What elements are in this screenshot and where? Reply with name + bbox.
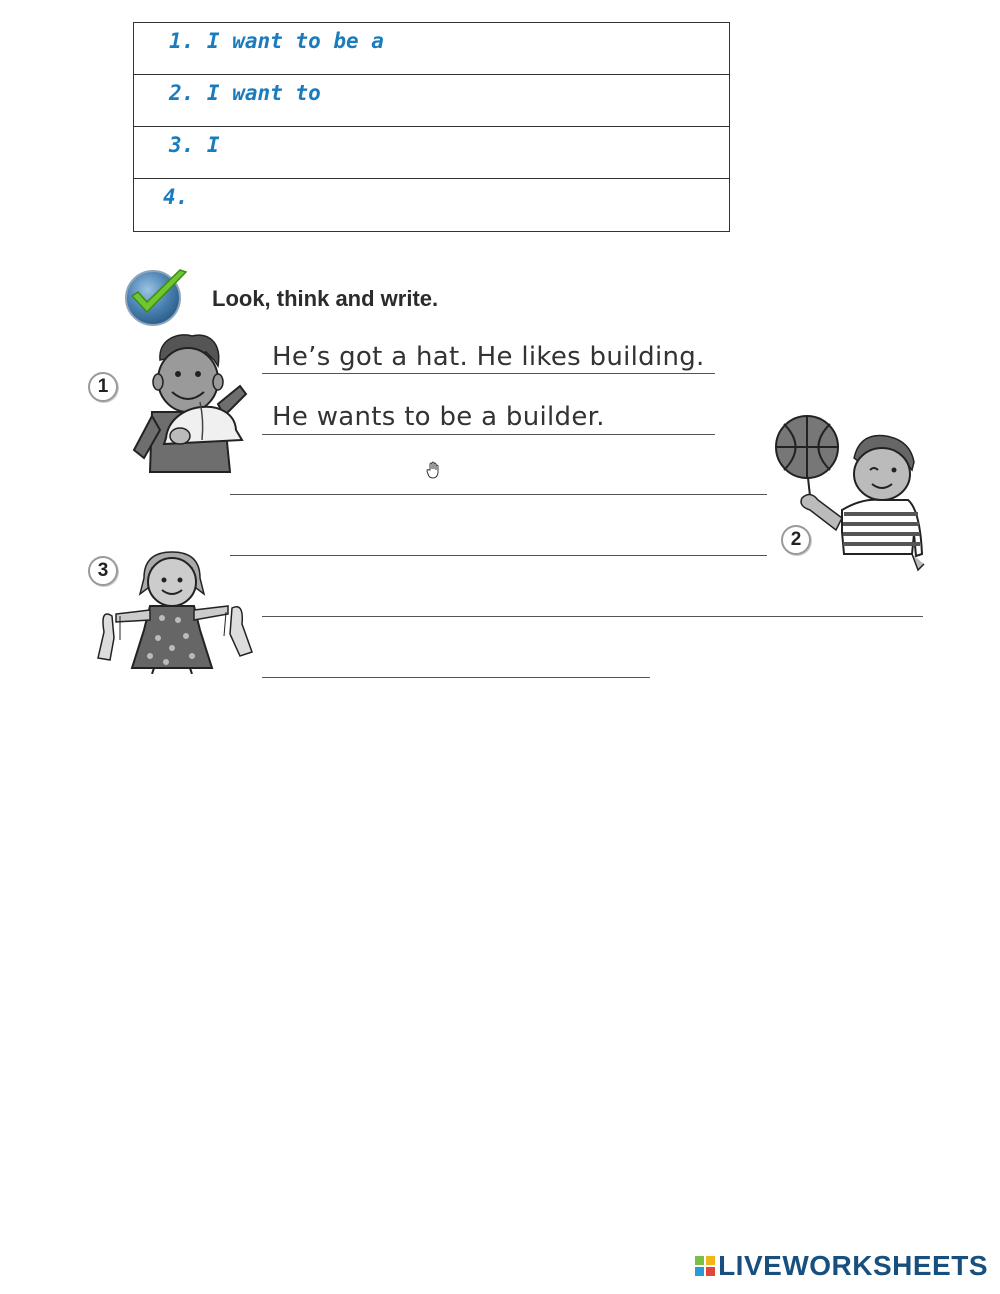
answer-text-3: 3. I bbox=[169, 133, 220, 157]
exercise-instruction: Look, think and write. bbox=[212, 286, 439, 311]
liveworksheets-logo bbox=[695, 1250, 988, 1282]
answer-text-4: 4. bbox=[163, 185, 189, 209]
boy-with-hat-illustration bbox=[130, 330, 250, 475]
check-badge-icon bbox=[120, 266, 194, 328]
item-number-3: 3 bbox=[88, 556, 118, 586]
answer-text-2: 2. I want to bbox=[169, 81, 321, 105]
example-sentence-1: He’s got a hat. He likes building. bbox=[272, 342, 705, 372]
writing-line-6[interactable] bbox=[262, 677, 650, 678]
hand-cursor-icon bbox=[426, 461, 442, 479]
answer-row-1[interactable] bbox=[134, 23, 729, 75]
answer-row-3[interactable] bbox=[134, 127, 729, 179]
writing-line-2[interactable] bbox=[262, 434, 715, 435]
item-number-2: 2 bbox=[781, 525, 811, 555]
item-number-1: 1 bbox=[88, 372, 118, 402]
logo-mark-icon bbox=[695, 1256, 715, 1276]
answer-row-2[interactable] bbox=[134, 75, 729, 127]
writing-line-1[interactable] bbox=[262, 373, 715, 374]
answer-table bbox=[133, 22, 730, 232]
girl-with-ballet-shoes-illustration bbox=[92, 548, 256, 674]
logo-text: LIVEWORKSHEETS bbox=[718, 1250, 988, 1281]
writing-line-3[interactable] bbox=[230, 494, 767, 495]
answer-text-1: 1. I want to be a bbox=[169, 29, 384, 53]
writing-line-4[interactable] bbox=[230, 555, 767, 556]
answer-row-4[interactable] bbox=[134, 179, 729, 231]
writing-line-5[interactable] bbox=[262, 616, 923, 617]
example-sentence-2: He wants to be a builder. bbox=[272, 402, 605, 432]
